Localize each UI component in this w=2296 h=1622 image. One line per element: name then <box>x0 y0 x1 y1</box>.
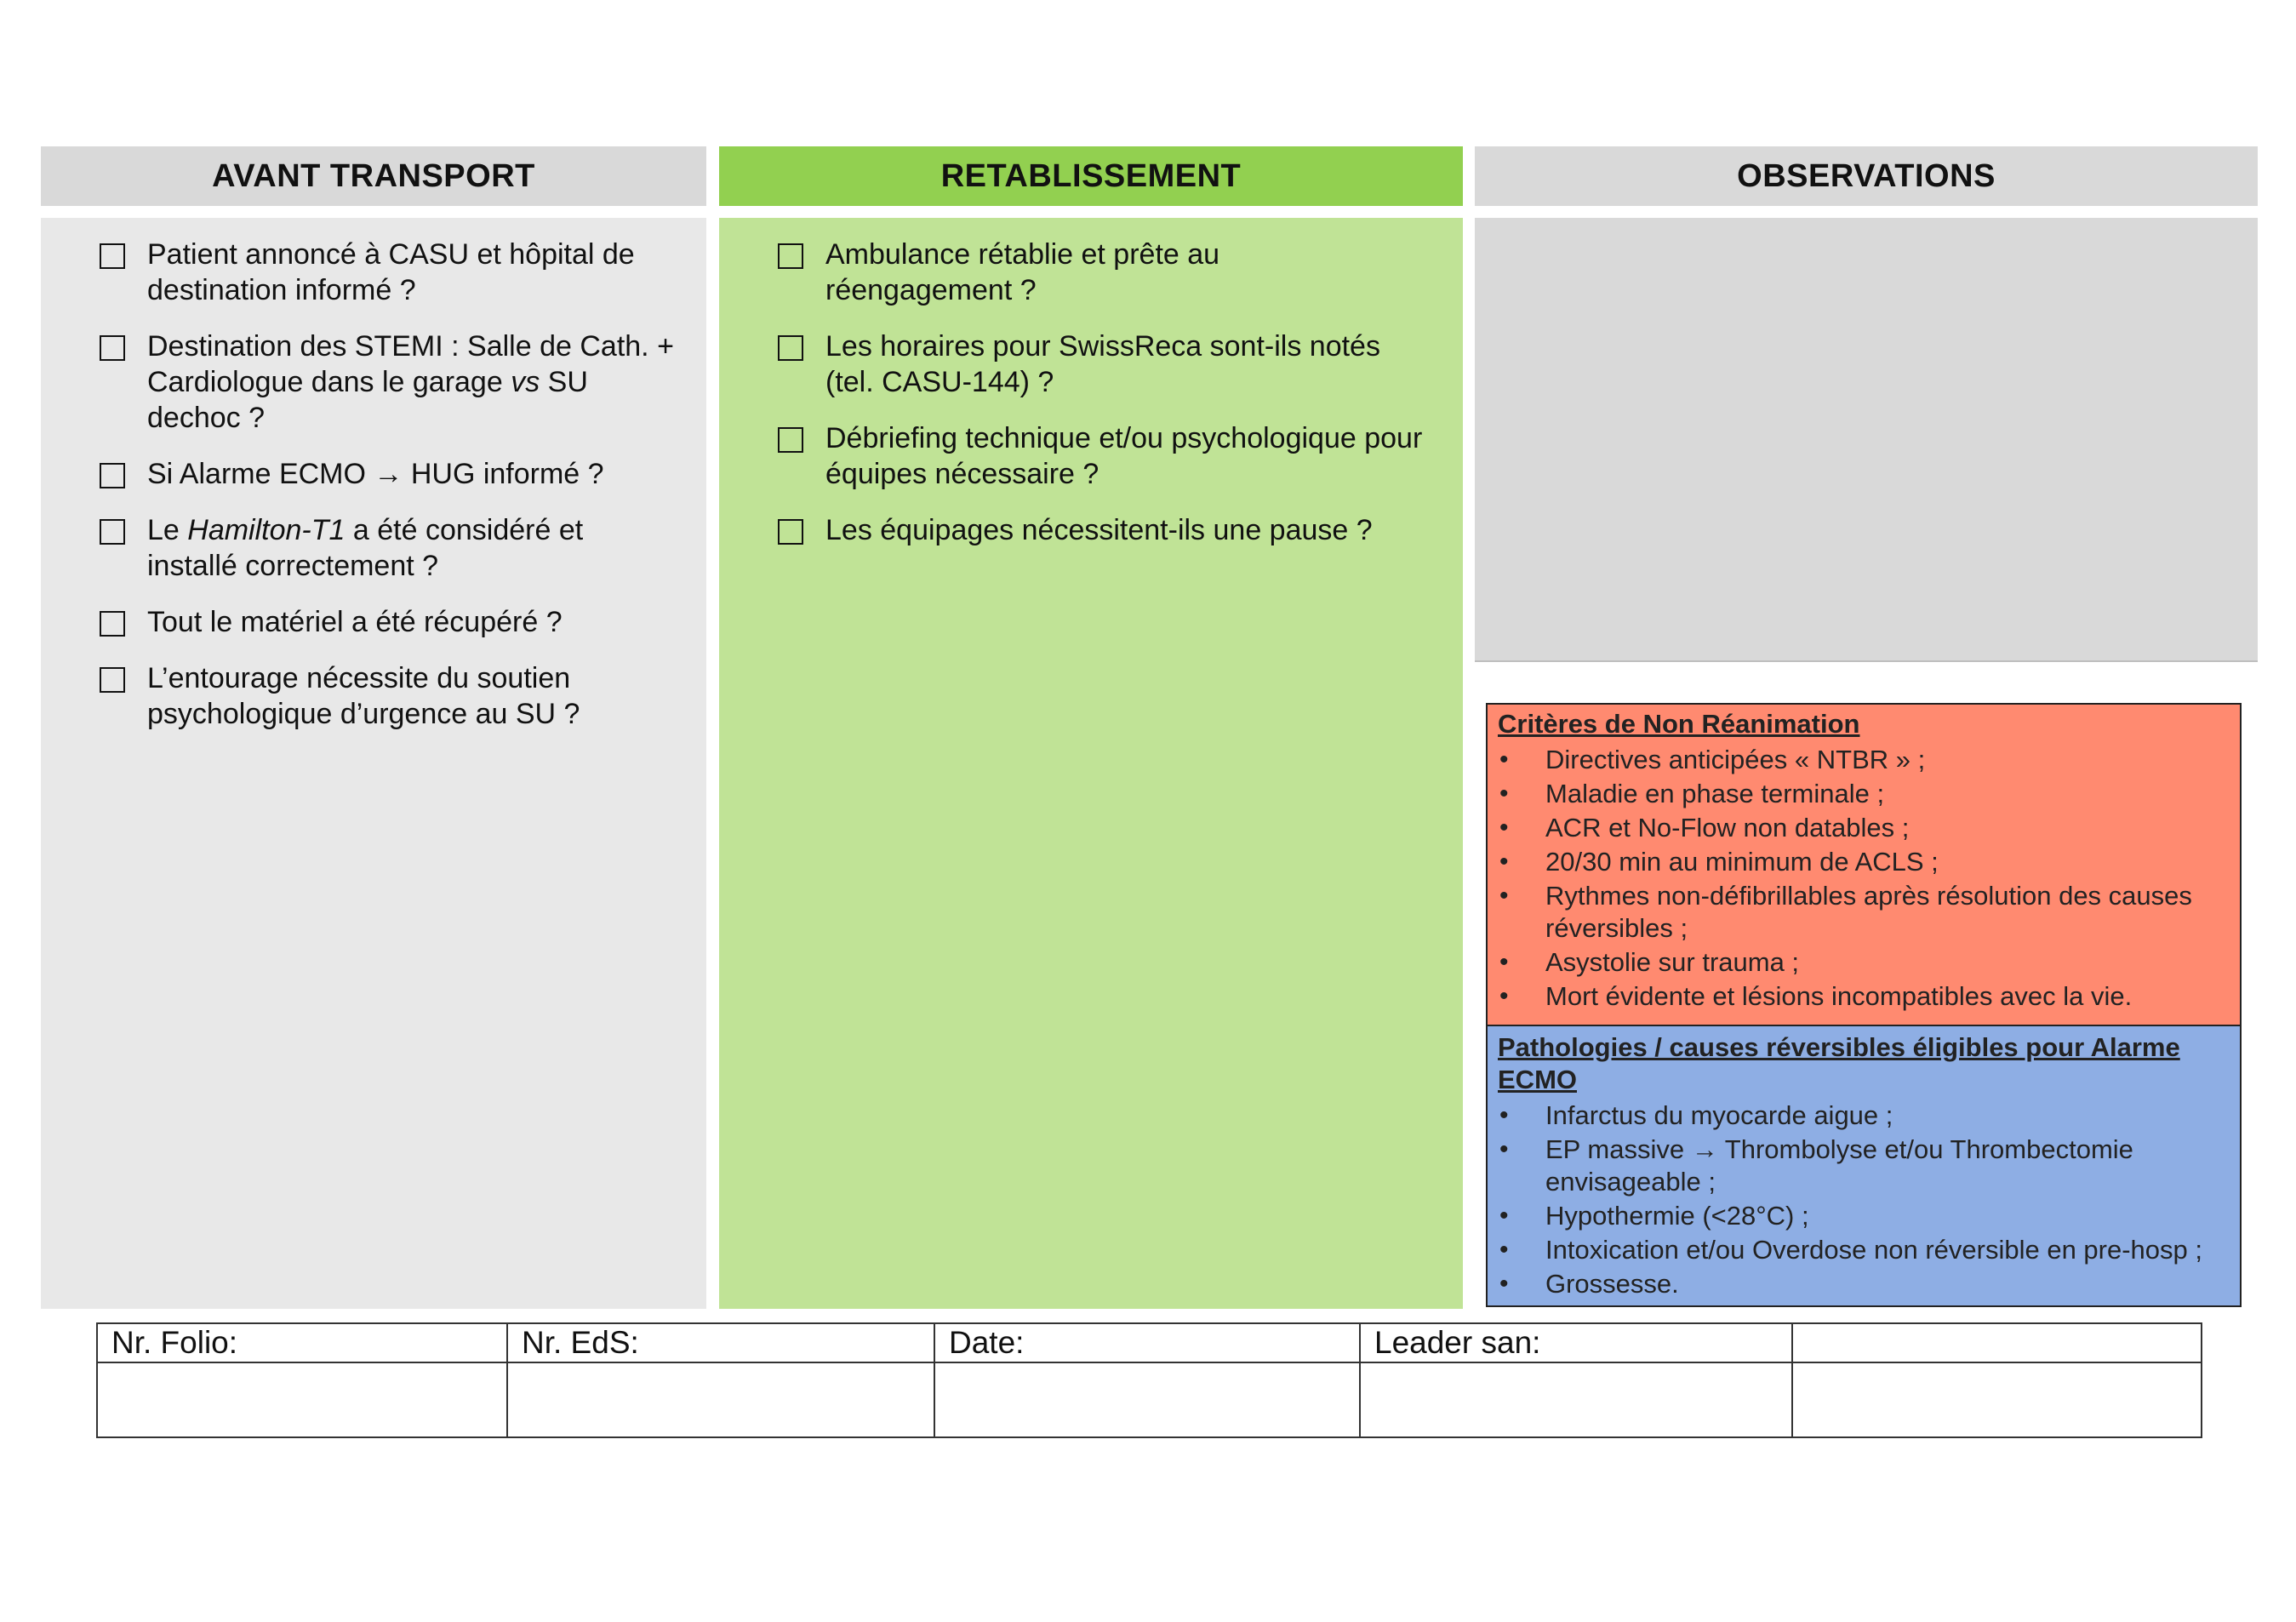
retablissement-checklist <box>825 237 1455 568</box>
eds-field[interactable] <box>507 1362 934 1437</box>
footer-value-row <box>97 1362 2202 1437</box>
list-item: • Maladie en phase terminale ; <box>1498 778 2230 810</box>
ecmo-pathologies <box>1488 1026 2240 1305</box>
checklist-item <box>825 237 1455 308</box>
ecmo-pathologies-title: Pathologies / causes réversibles éligibles pour Alarme ECMO <box>1498 1032 2180 1094</box>
leader-field[interactable] <box>1360 1362 1792 1437</box>
non-reanimation-criteria <box>1488 705 2240 1026</box>
checklist-item-text: L’entourage nécessite du soutien psychologique d’urgence au SU ? <box>147 662 580 730</box>
avant-transport-title: AVANT TRANSPORT <box>212 157 535 194</box>
blank-label <box>1792 1323 2202 1362</box>
checkbox[interactable] <box>100 667 125 693</box>
folio-field[interactable] <box>97 1362 507 1437</box>
list-item: • Infarctus du myocarde aigue ; <box>1498 1099 2230 1132</box>
checklist-item-text: Ambulance rétablie et prête au réengagement ? <box>825 238 1220 306</box>
checkbox[interactable] <box>100 463 125 488</box>
list-item: • EP massive → Thrombolyse et/ou Thrombectomie envisageable ; <box>1498 1134 2230 1198</box>
checklist-item-text: Tout le matériel a été récupéré ? <box>147 606 563 638</box>
checklist-item-text: Les équipages nécessitent-ils une pause ? <box>825 514 1373 546</box>
date-label: Date: <box>934 1323 1360 1362</box>
list-item: • Grossesse. <box>1498 1268 2230 1300</box>
checkbox[interactable] <box>100 519 125 545</box>
retablissement-title: RETABLISSEMENT <box>940 157 1242 194</box>
footer-label-row <box>97 1323 2202 1362</box>
criteria-panel <box>1486 703 2242 1307</box>
checklist-item-text: Si Alarme ECMO → HUG informé ? <box>147 458 604 490</box>
retablissement-header <box>719 146 1463 206</box>
checkbox[interactable] <box>778 519 803 545</box>
checklist-item <box>825 328 1455 400</box>
checkbox[interactable] <box>100 611 125 637</box>
observations-header <box>1475 146 2258 206</box>
avant-transport-checklist <box>147 237 700 752</box>
retablissement-panel <box>719 218 1463 1309</box>
checklist-item <box>147 237 700 308</box>
checklist-item <box>825 420 1455 492</box>
list-item: • ACR et No-Flow non datables ; <box>1498 812 2230 844</box>
checklist-item-text: Destination des STEMI : Salle de Cath. + Cardiologue dans le garage vs SU dechoc ? <box>147 330 674 434</box>
list-item: • Hypothermie (<28°C) ; <box>1498 1200 2230 1232</box>
ecmo-pathologies-list <box>1498 1099 2230 1300</box>
list-item: • Asystolie sur trauma ; <box>1498 946 2230 979</box>
checkbox[interactable] <box>778 335 803 361</box>
checklist-item <box>147 660 700 732</box>
checklist-item-text: Patient annoncé à CASU et hôpital de destination informé ? <box>147 238 635 306</box>
observations-title: OBSERVATIONS <box>1737 157 1996 194</box>
checkbox[interactable] <box>778 243 803 269</box>
list-item: • Rythmes non-défibrillables après résolution des causes réversibles ; <box>1498 880 2230 945</box>
leader-label: Leader san: <box>1360 1323 1792 1362</box>
checklist-item <box>825 512 1455 548</box>
checklist-item <box>147 456 700 492</box>
checkbox[interactable] <box>100 335 125 361</box>
non-reanimation-title: Critères de Non Réanimation <box>1498 709 1860 739</box>
folio-label: Nr. Folio: <box>97 1323 507 1362</box>
checklist-item <box>147 328 700 436</box>
checklist-item-text: Les horaires pour SwissReca sont-ils notés (tel. CASU-144) ? <box>825 330 1380 398</box>
footer-info-table <box>96 1322 2202 1438</box>
list-item: • Intoxication et/ou Overdose non réversible en pre-hosp ; <box>1498 1234 2230 1266</box>
non-reanimation-list <box>1498 744 2230 1013</box>
checkbox[interactable] <box>100 243 125 269</box>
list-item: • Directives anticipées « NTBR » ; <box>1498 744 2230 776</box>
list-item: • Mort évidente et lésions incompatibles avec la vie. <box>1498 980 2230 1013</box>
checklist-item-text: Débriefing technique et/ou psychologique pour équipes nécessaire ? <box>825 422 1423 490</box>
eds-label: Nr. EdS: <box>507 1323 934 1362</box>
date-field[interactable] <box>934 1362 1360 1437</box>
checklist-item-text: Le Hamilton-T1 a été considéré et installé correctement ? <box>147 514 584 582</box>
avant-transport-panel <box>41 218 706 1309</box>
blank-field[interactable] <box>1792 1362 2202 1437</box>
observations-notes-area[interactable] <box>1475 218 2258 662</box>
checklist-item <box>147 604 700 640</box>
checklist-item <box>147 512 700 584</box>
list-item: • 20/30 min au minimum de ACLS ; <box>1498 846 2230 878</box>
avant-transport-header <box>41 146 706 206</box>
checkbox[interactable] <box>778 427 803 453</box>
